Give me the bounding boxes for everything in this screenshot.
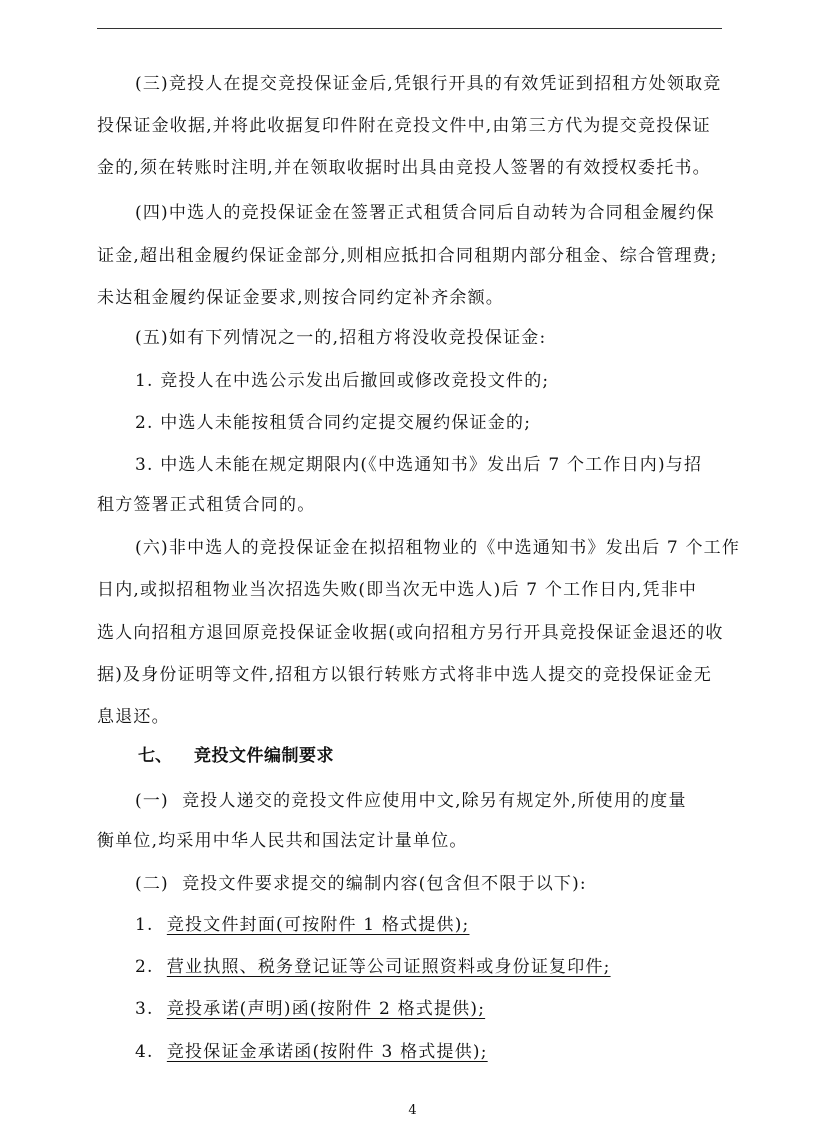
doc-item-4: [135, 1041, 488, 1063]
doc-item-2-text: 营业执照、税务登记证等公司证照资料或身份证复印件;: [166, 957, 611, 977]
section-title: 竞投文件编制要求: [194, 746, 334, 766]
forfeit-item-1: 1. 竞投人在中选公示发出后撤回或修改竞投文件的;: [135, 371, 550, 391]
doc-item-3-text: 竞投承诺(声明)函(按附件 2 格式提供);: [166, 999, 486, 1019]
sec-para-2-line-1: (二) 竞投文件要求提交的编制内容(包含但不限于以下):: [135, 874, 587, 894]
para-4-line-2: 证金,超出租金履约保证金部分,则相应抵扣合同租期内部分租金、综合管理费;: [97, 246, 718, 266]
para-6-line-1: (六)非中选人的竞投保证金在拟招租物业的《中选通知书》发出后 7 个工作: [135, 538, 741, 558]
para-3-line-3: 金的,须在转账时注明,并在领取收据时出具由竞投人签署的有效授权委托书。: [97, 158, 711, 178]
page-number: 4: [408, 1103, 417, 1118]
sec-para-1-line-1: (一) 竞投人递交的竞投文件应使用中文,除另有规定外,所使用的度量: [135, 791, 687, 811]
sec-para-1-line-2: 衡单位,均采用中华人民共和国法定计量单位。: [97, 831, 468, 851]
para-3-line-1: (三)竞投人在提交竞投保证金后,凭银行开具的有效凭证到招租方处领取竞: [135, 74, 722, 94]
doc-item-3: [135, 998, 485, 1020]
doc-item-1: [135, 914, 469, 936]
para-4-line-1: (四)中选人的竞投保证金在签署正式租赁合同后自动转为合同租金履约保: [135, 203, 715, 223]
para-5-line-1: (五)如有下列情况之一的,招租方将没收竞投保证金:: [135, 328, 547, 348]
para-4-line-3: 未达租金履约保证金要求,则按合同约定补齐余额。: [97, 288, 505, 308]
doc-item-3-number: 3.: [135, 999, 154, 1019]
doc-item-4-number: 4.: [135, 1042, 154, 1062]
para-6-line-3: 选人向招租方退回原竞投保证金收据(或向招租方另行开具竞投保证金退还的收: [97, 623, 724, 643]
forfeit-item-3-line-2: 租方签署正式租赁合同的。: [97, 495, 316, 515]
doc-item-2-number: 2.: [135, 957, 154, 977]
doc-item-1-number: 1.: [135, 915, 154, 935]
para-6-line-5: 息退还。: [97, 707, 170, 727]
doc-item-4-text: 竞投保证金承诺函(按附件 3 格式提供);: [166, 1042, 488, 1062]
para-6-line-4: 据)及身份证明等文件,招租方以银行转账方式将非中选人提交的竞投保证金无: [97, 665, 713, 685]
section-number: 七、: [138, 746, 172, 766]
forfeit-item-3-line-1: 3. 中选人未能在规定期限内(《中选通知书》发出后 7 个工作日内)与招: [135, 455, 703, 475]
doc-item-2: [135, 956, 611, 978]
para-6-line-2: 日内,或拟招租物业当次招选失败(即当次无中选人)后 7 个工作日内,凭非中: [97, 580, 698, 600]
doc-item-1-text: 竞投文件封面(可按附件 1 格式提供);: [166, 915, 470, 935]
para-3-line-2: 投保证金收据,并将此收据复印件附在竞投文件中,由第三方代为提交竞投保证: [97, 116, 711, 136]
forfeit-item-2: 2. 中选人未能按租赁合同约定提交履约保证金的;: [135, 413, 532, 433]
header-rule: [97, 28, 722, 29]
section-heading: [138, 745, 334, 767]
